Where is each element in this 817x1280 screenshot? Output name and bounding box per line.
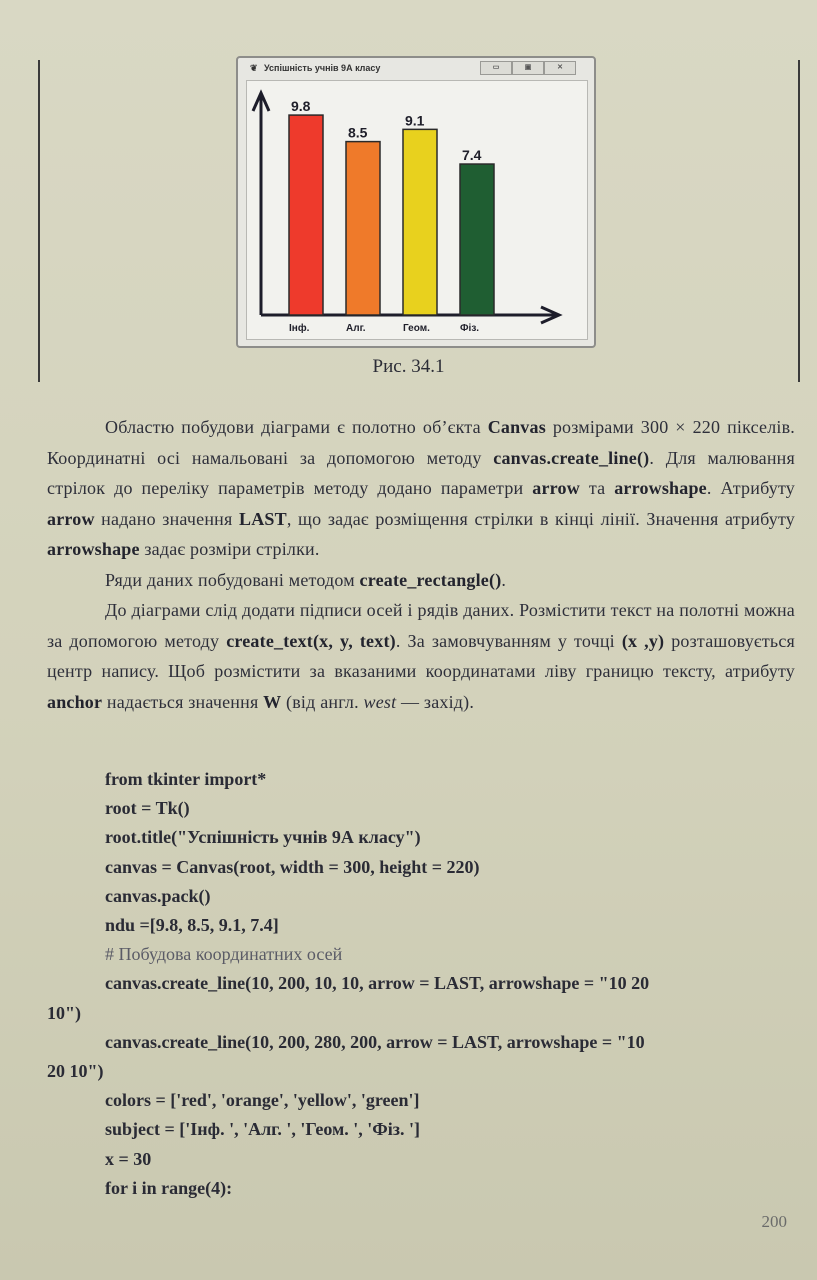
window-titlebar <box>238 58 594 78</box>
code-line: ndu =[9.8, 8.5, 9.1, 7.4] <box>105 915 279 936</box>
value-label: 9.8 <box>291 98 311 115</box>
text-run: та <box>579 478 615 498</box>
text-run: . За замовчуванням у точці <box>395 630 622 651</box>
window-title: Успішність учнів 9А класу <box>264 63 381 73</box>
bold-term: create_rectangle() <box>359 569 502 590</box>
bold-term: arrowshape <box>47 539 140 559</box>
bold-term: (x ,y) <box>621 630 665 651</box>
text-run: надано значення <box>94 508 240 529</box>
text-run: . <box>501 569 507 590</box>
bold-term: arrow <box>532 478 580 498</box>
code-line: root = Tk() <box>105 798 190 819</box>
code-line: canvas = Canvas(root, width = 300, height = 220) <box>105 856 480 877</box>
code-line: canvas.create_line(10, 200, 10, 10, arrow = LAST, arrowshape = "10 20 <box>105 973 650 994</box>
code-line: subject = ['Інф. ', 'Алг. ', 'Геом. ', 'Фіз. '] <box>105 1119 420 1140</box>
bar-4 <box>460 164 494 315</box>
chart-canvas <box>246 80 588 340</box>
bar-3 <box>403 129 437 315</box>
code-line: 20 10") <box>47 1061 104 1082</box>
bold-term: LAST <box>239 508 287 529</box>
bold-term: arrowshape <box>614 478 707 498</box>
code-line: for i in range(4): <box>105 1177 233 1198</box>
body-text <box>47 412 795 717</box>
text-run: надається значення <box>102 691 264 712</box>
bold-term: anchor <box>47 691 103 712</box>
bar-1 <box>289 115 323 315</box>
bold-term: W <box>263 691 282 712</box>
tk-window <box>236 56 596 348</box>
text-run: , що задає розміщення стрілки в кінці лінії. Значення атрибуту <box>286 508 795 529</box>
bold-term: arrow <box>47 508 95 529</box>
bar-2 <box>346 142 380 315</box>
code-line: root.title("Успішність учнів 9А класу") <box>105 827 421 848</box>
window-controls <box>480 61 576 75</box>
figure-caption: Рис. 34.1 <box>372 356 445 377</box>
category-label: Фіз. <box>460 323 480 334</box>
bold-term: create_text(x, y, text) <box>226 630 396 651</box>
page-number: 200 <box>761 1212 787 1231</box>
category-label: Алг. <box>346 323 366 334</box>
code-line: x = 30 <box>105 1148 152 1169</box>
code-comment: # Побудова координатних осей <box>105 944 343 965</box>
text-run: Областю побудови діаграми є полотно об’єкта <box>105 417 488 437</box>
text-run: (від англ. <box>281 691 364 712</box>
bold-term: canvas.create_line() <box>493 447 650 468</box>
category-label: Інф. <box>289 323 310 334</box>
value-label: 7.4 <box>462 147 482 164</box>
category-label: Геом. <box>403 323 430 334</box>
paragraph-labels <box>47 595 795 717</box>
close-button[interactable]: ✕ <box>544 61 576 75</box>
bold-term: Canvas <box>487 417 546 437</box>
text-run: . Атрибуту <box>706 478 795 498</box>
feather-icon: ❦ <box>250 63 258 73</box>
code-line: from tkinter import* <box>105 769 267 789</box>
code-line: canvas.create_line(10, 200, 280, 200, arrow = LAST, arrowshape = "10 <box>105 1031 645 1052</box>
text-run: — захід). <box>396 691 475 712</box>
minimize-button[interactable]: ▭ <box>480 61 512 75</box>
bar-chart <box>247 81 587 339</box>
code-listing <box>47 765 795 1203</box>
paragraph-rectangles <box>47 565 795 596</box>
text-run: Ряди даних побудовані методом <box>105 569 360 590</box>
value-label: 9.1 <box>405 112 425 129</box>
text-run: До діаграми слід додати підписи осей і рядів даних. Розмістити текст на полотні можна за допомогою методу <box>47 600 795 651</box>
maximize-button[interactable]: ▣ <box>512 61 544 75</box>
text-run: . Для малювання стрілок до переліку параметрів методу додано параметри <box>47 447 795 498</box>
paragraph-canvas <box>47 412 795 565</box>
text-run: розмірами 300 × 220 пікселів. Координатні осі намальовані за допомогою методу <box>47 417 795 468</box>
code-line: canvas.pack() <box>105 885 211 906</box>
code-line: colors = ['red', 'orange', 'yellow', 'green'] <box>105 1090 420 1111</box>
code-line: 10") <box>47 1002 81 1023</box>
italic-term: west <box>363 691 397 712</box>
text-run: задає розміри стрілки. <box>139 539 320 559</box>
text-run: розташовується центр напису. Щоб розмістити за вказаними координатами ліву границю тексту, атрибуту <box>47 630 796 681</box>
value-label: 8.5 <box>348 124 368 141</box>
